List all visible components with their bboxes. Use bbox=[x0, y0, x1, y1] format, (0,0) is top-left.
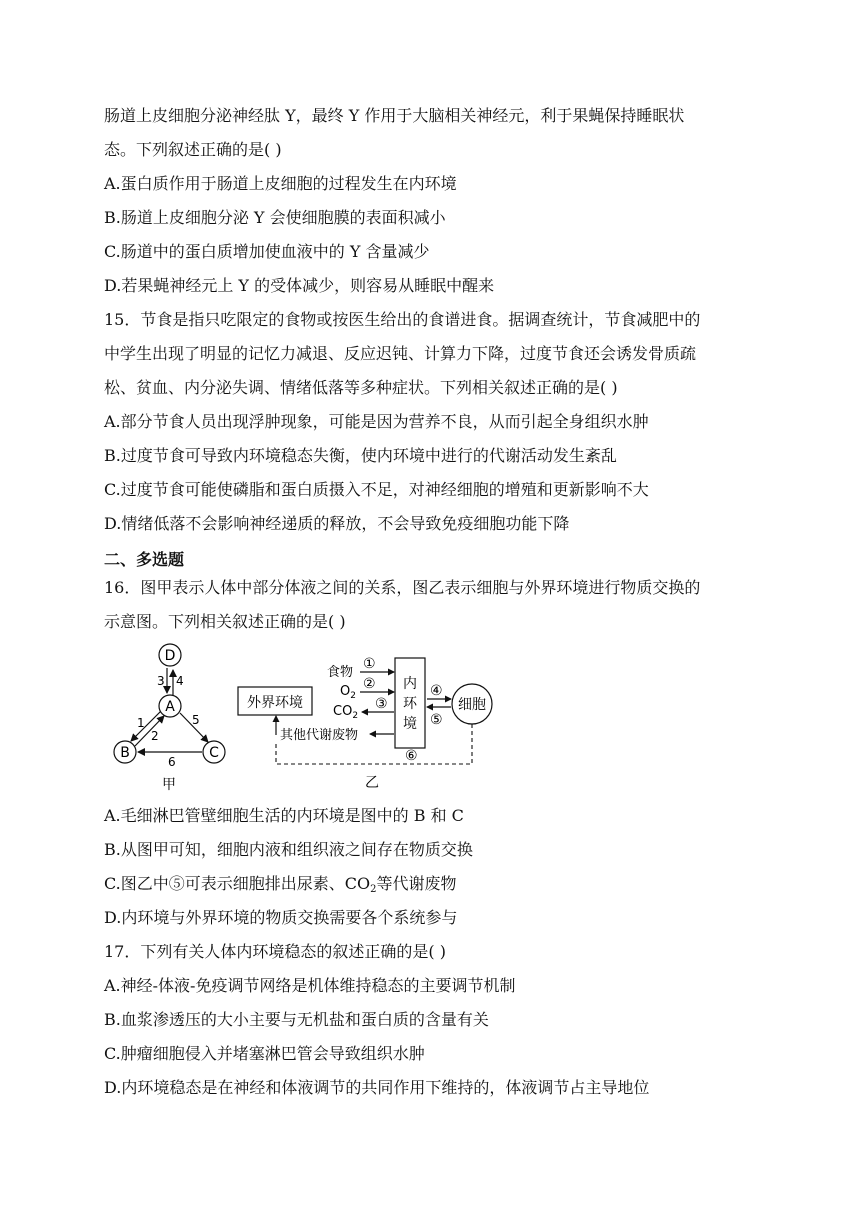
figure-yi bbox=[232, 652, 512, 792]
q16-stem-line2: 示意图。下列相关叙述正确的是( ) bbox=[104, 612, 346, 631]
node-b: B bbox=[120, 745, 130, 761]
q15-option-c: C.过度节食可能使磷脂和蛋白质摄入不足，对神经细胞的增殖和更新影响不大 bbox=[104, 480, 649, 499]
inner-env-char3: 境 bbox=[403, 716, 417, 732]
outer-environment: 外界环境 bbox=[247, 695, 303, 711]
q14-option-b: B.肠道上皮细胞分泌 Y 会使细胞膜的表面积减小 bbox=[104, 208, 446, 227]
label-5: 5 bbox=[192, 713, 200, 727]
q15-option-a: A.部分节食人员出现浮肿现象，可能是因为营养不良，从而引起全身组织水肿 bbox=[104, 412, 649, 431]
label-1: 1 bbox=[137, 716, 145, 730]
marker-3: ③ bbox=[375, 696, 388, 712]
q16-option-d: D.内环境与外界环境的物质交换需要各个系统参与 bbox=[104, 908, 458, 927]
node-c: C bbox=[209, 745, 219, 761]
q14-option-d: D.若果蝇神经元上 Y 的受体减少，则容易从睡眠中醒来 bbox=[104, 276, 495, 295]
inner-env-char1: 内 bbox=[403, 676, 417, 692]
q16-option-a: A.毛细淋巴管壁细胞生活的内环境是图中的 B 和 C bbox=[104, 806, 464, 825]
co2-label: $CO_2$ bbox=[333, 704, 359, 721]
figure-jia bbox=[100, 638, 240, 798]
waste-label: 其他代谢废物 bbox=[280, 728, 359, 743]
label-2: 2 bbox=[151, 729, 159, 743]
q15-stem-line3: 松、贫血、内分泌失调、情绪低落等多种症状。下列相关叙述正确的是( ) bbox=[104, 378, 618, 397]
marker-4: ④ bbox=[430, 683, 443, 699]
q17-option-a: A.神经-体液-免疫调节网络是机体维持稳态的主要调节机制 bbox=[104, 976, 516, 995]
food-label: 食物 bbox=[327, 665, 354, 680]
cell-label: 细胞 bbox=[458, 697, 486, 713]
q14-stem-line2: 态。下列叙述正确的是( ) bbox=[104, 140, 282, 159]
label-4: 4 bbox=[176, 674, 184, 688]
marker-1: ① bbox=[363, 656, 376, 672]
q17-stem: 17．下列有关人体内环境稳态的叙述正确的是( ) bbox=[104, 942, 446, 961]
q16-option-b: B.从图甲可知，细胞内液和组织液之间存在物质交换 bbox=[104, 840, 473, 859]
node-d: D bbox=[164, 648, 176, 664]
q15-stem-line2: 中学生出现了明显的记忆力减退、反应迟钝、计算力下降，过度节食还会诱发骨质疏 bbox=[104, 344, 697, 363]
caption-jia: 甲 bbox=[162, 777, 176, 793]
node-a: A bbox=[165, 699, 175, 715]
q16-stem-line1: 16．图甲表示人体中部分体液之间的关系，图乙表示细胞与外界环境进行物质交换的 bbox=[104, 578, 701, 597]
marker-2: ② bbox=[363, 676, 376, 692]
q15-option-b: B.过度节食可导致内环境稳态失衡，使内环境中进行的代谢活动发生紊乱 bbox=[104, 446, 617, 465]
q17-option-c: C.肿瘤细胞侵入并堵塞淋巴管会导致组织水肿 bbox=[104, 1044, 425, 1063]
q14-option-c: C.肠道中的蛋白质增加使血液中的 Y 含量减少 bbox=[104, 242, 430, 261]
label-3: 3 bbox=[157, 674, 165, 688]
marker-5: ⑤ bbox=[430, 712, 443, 728]
section-title-multiple-choice: 二、多选题 bbox=[104, 550, 185, 569]
caption-yi: 乙 bbox=[365, 775, 379, 791]
label-6: 6 bbox=[168, 755, 176, 769]
q17-option-b: B.血浆渗透压的大小主要与无机盐和蛋白质的含量有关 bbox=[104, 1010, 489, 1029]
inner-env-char2: 环 bbox=[403, 696, 417, 712]
marker-6: ⑥ bbox=[405, 748, 418, 764]
q16-option-c: C.图乙中⑤可表示细胞排出尿素、$CO_2$等代谢废物 bbox=[104, 874, 457, 895]
o2-label: $O_2$ bbox=[340, 684, 356, 701]
q14-option-a: A.蛋白质作用于肠道上皮细胞的过程发生在内环境 bbox=[104, 174, 457, 193]
q15-option-d: D.情绪低落不会影响神经递质的释放，不会导致免疫细胞功能下降 bbox=[104, 514, 570, 533]
q15-stem-line1: 15．节食是指只吃限定的食物或按医生给出的食谱进食。据调查统计，节食减肥中的 bbox=[104, 310, 701, 329]
q14-stem-line1: 肠道上皮细胞分泌神经肽 Y，最终 Y 作用于大脑相关神经元，利于果蝇保持睡眠状 bbox=[104, 106, 685, 125]
q17-option-d: D.内环境稳态是在神经和体液调节的共同作用下维持的，体液调节占主导地位 bbox=[104, 1078, 650, 1097]
